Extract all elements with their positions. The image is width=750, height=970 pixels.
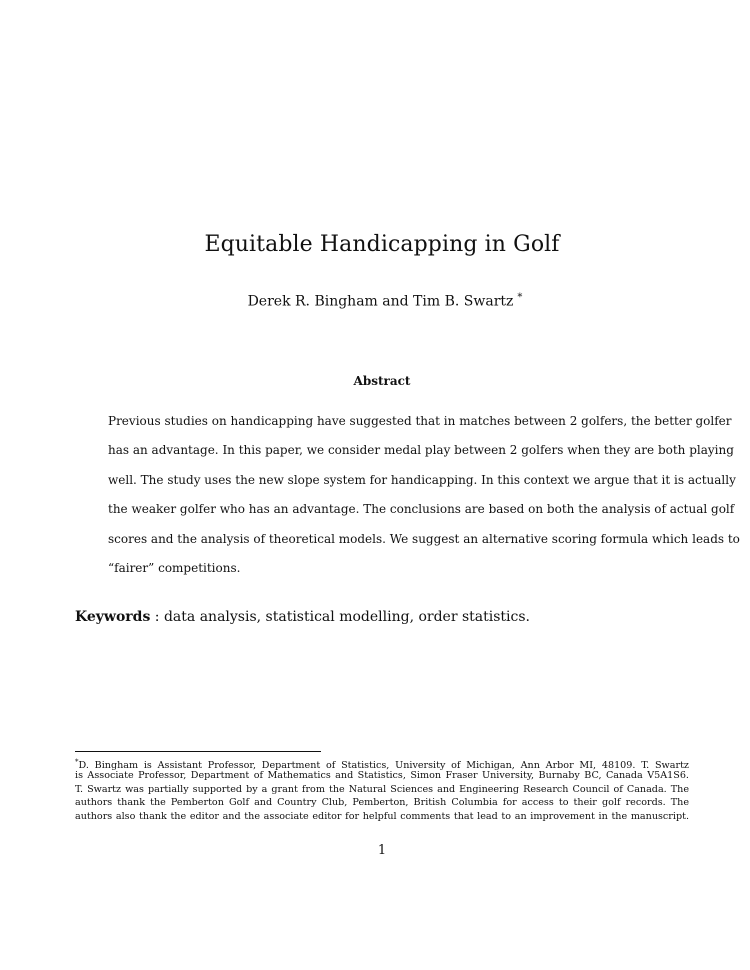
footnote-line: authors also thank the editor and the associate editor for helpful comments that lead to an improvement in the manuscript. bbox=[75, 810, 689, 822]
footnote-line-text: D. Bingham is Assistant Professor, Department of Statistics, University of Michigan, Ann Arbor MI, 48109. T. Swartz bbox=[78, 760, 689, 772]
author-names: Derek R. Bingham and Tim B. Swartz bbox=[247, 293, 514, 310]
footnote bbox=[75, 756, 689, 823]
footnote-mark: * bbox=[75, 758, 79, 766]
keywords-label: Keywords bbox=[75, 609, 151, 625]
abstract-line: scores and the analysis of theoretical models. We suggest an alternative scoring formula which leads to bbox=[108, 531, 740, 546]
keywords-separator: : bbox=[150, 609, 164, 625]
keywords-text: data analysis, statistical modelling, order statistics. bbox=[163, 609, 531, 625]
abstract-line: well. The study uses the new slope system for handicapping. In this context we argue that it is actually bbox=[108, 472, 736, 487]
abstract-body bbox=[108, 407, 740, 583]
abstract-line: Previous studies on handicapping have suggested that in matches between 2 golfers, the better golfer bbox=[108, 414, 732, 428]
footnote-line bbox=[75, 756, 689, 772]
abstract-line: “fairer” competitions. bbox=[108, 560, 241, 575]
footnote-line: authors thank the Pemberton Golf and Country Club, Pemberton, British Columbia for access to their golf records. The bbox=[75, 797, 689, 809]
footnote-line: is Associate Professor, Department of Mathematics and Statistics, Simon Fraser University, Burnaby BC, Canada V5A1S6. bbox=[75, 770, 689, 782]
footnote-rule bbox=[75, 751, 321, 752]
author-line bbox=[0, 292, 750, 310]
paper-title: Equitable Handicapping in Golf bbox=[204, 232, 560, 257]
keywords-line bbox=[75, 609, 530, 625]
abstract-line: the weaker golfer who has an advantage. The conclusions are based on both the analysis of actual golf bbox=[108, 502, 735, 517]
abstract-heading: Abstract bbox=[353, 374, 411, 388]
abstract-line: has an advantage. In this paper, we consider medal play between 2 golfers when they are both playing bbox=[108, 443, 734, 458]
author-footnote-mark: * bbox=[517, 292, 523, 303]
page-number: 1 bbox=[377, 843, 387, 858]
footnote-line: T. Swartz was partially supported by a grant from the Natural Sciences and Engineering Research Council of Canada. The bbox=[75, 783, 689, 795]
